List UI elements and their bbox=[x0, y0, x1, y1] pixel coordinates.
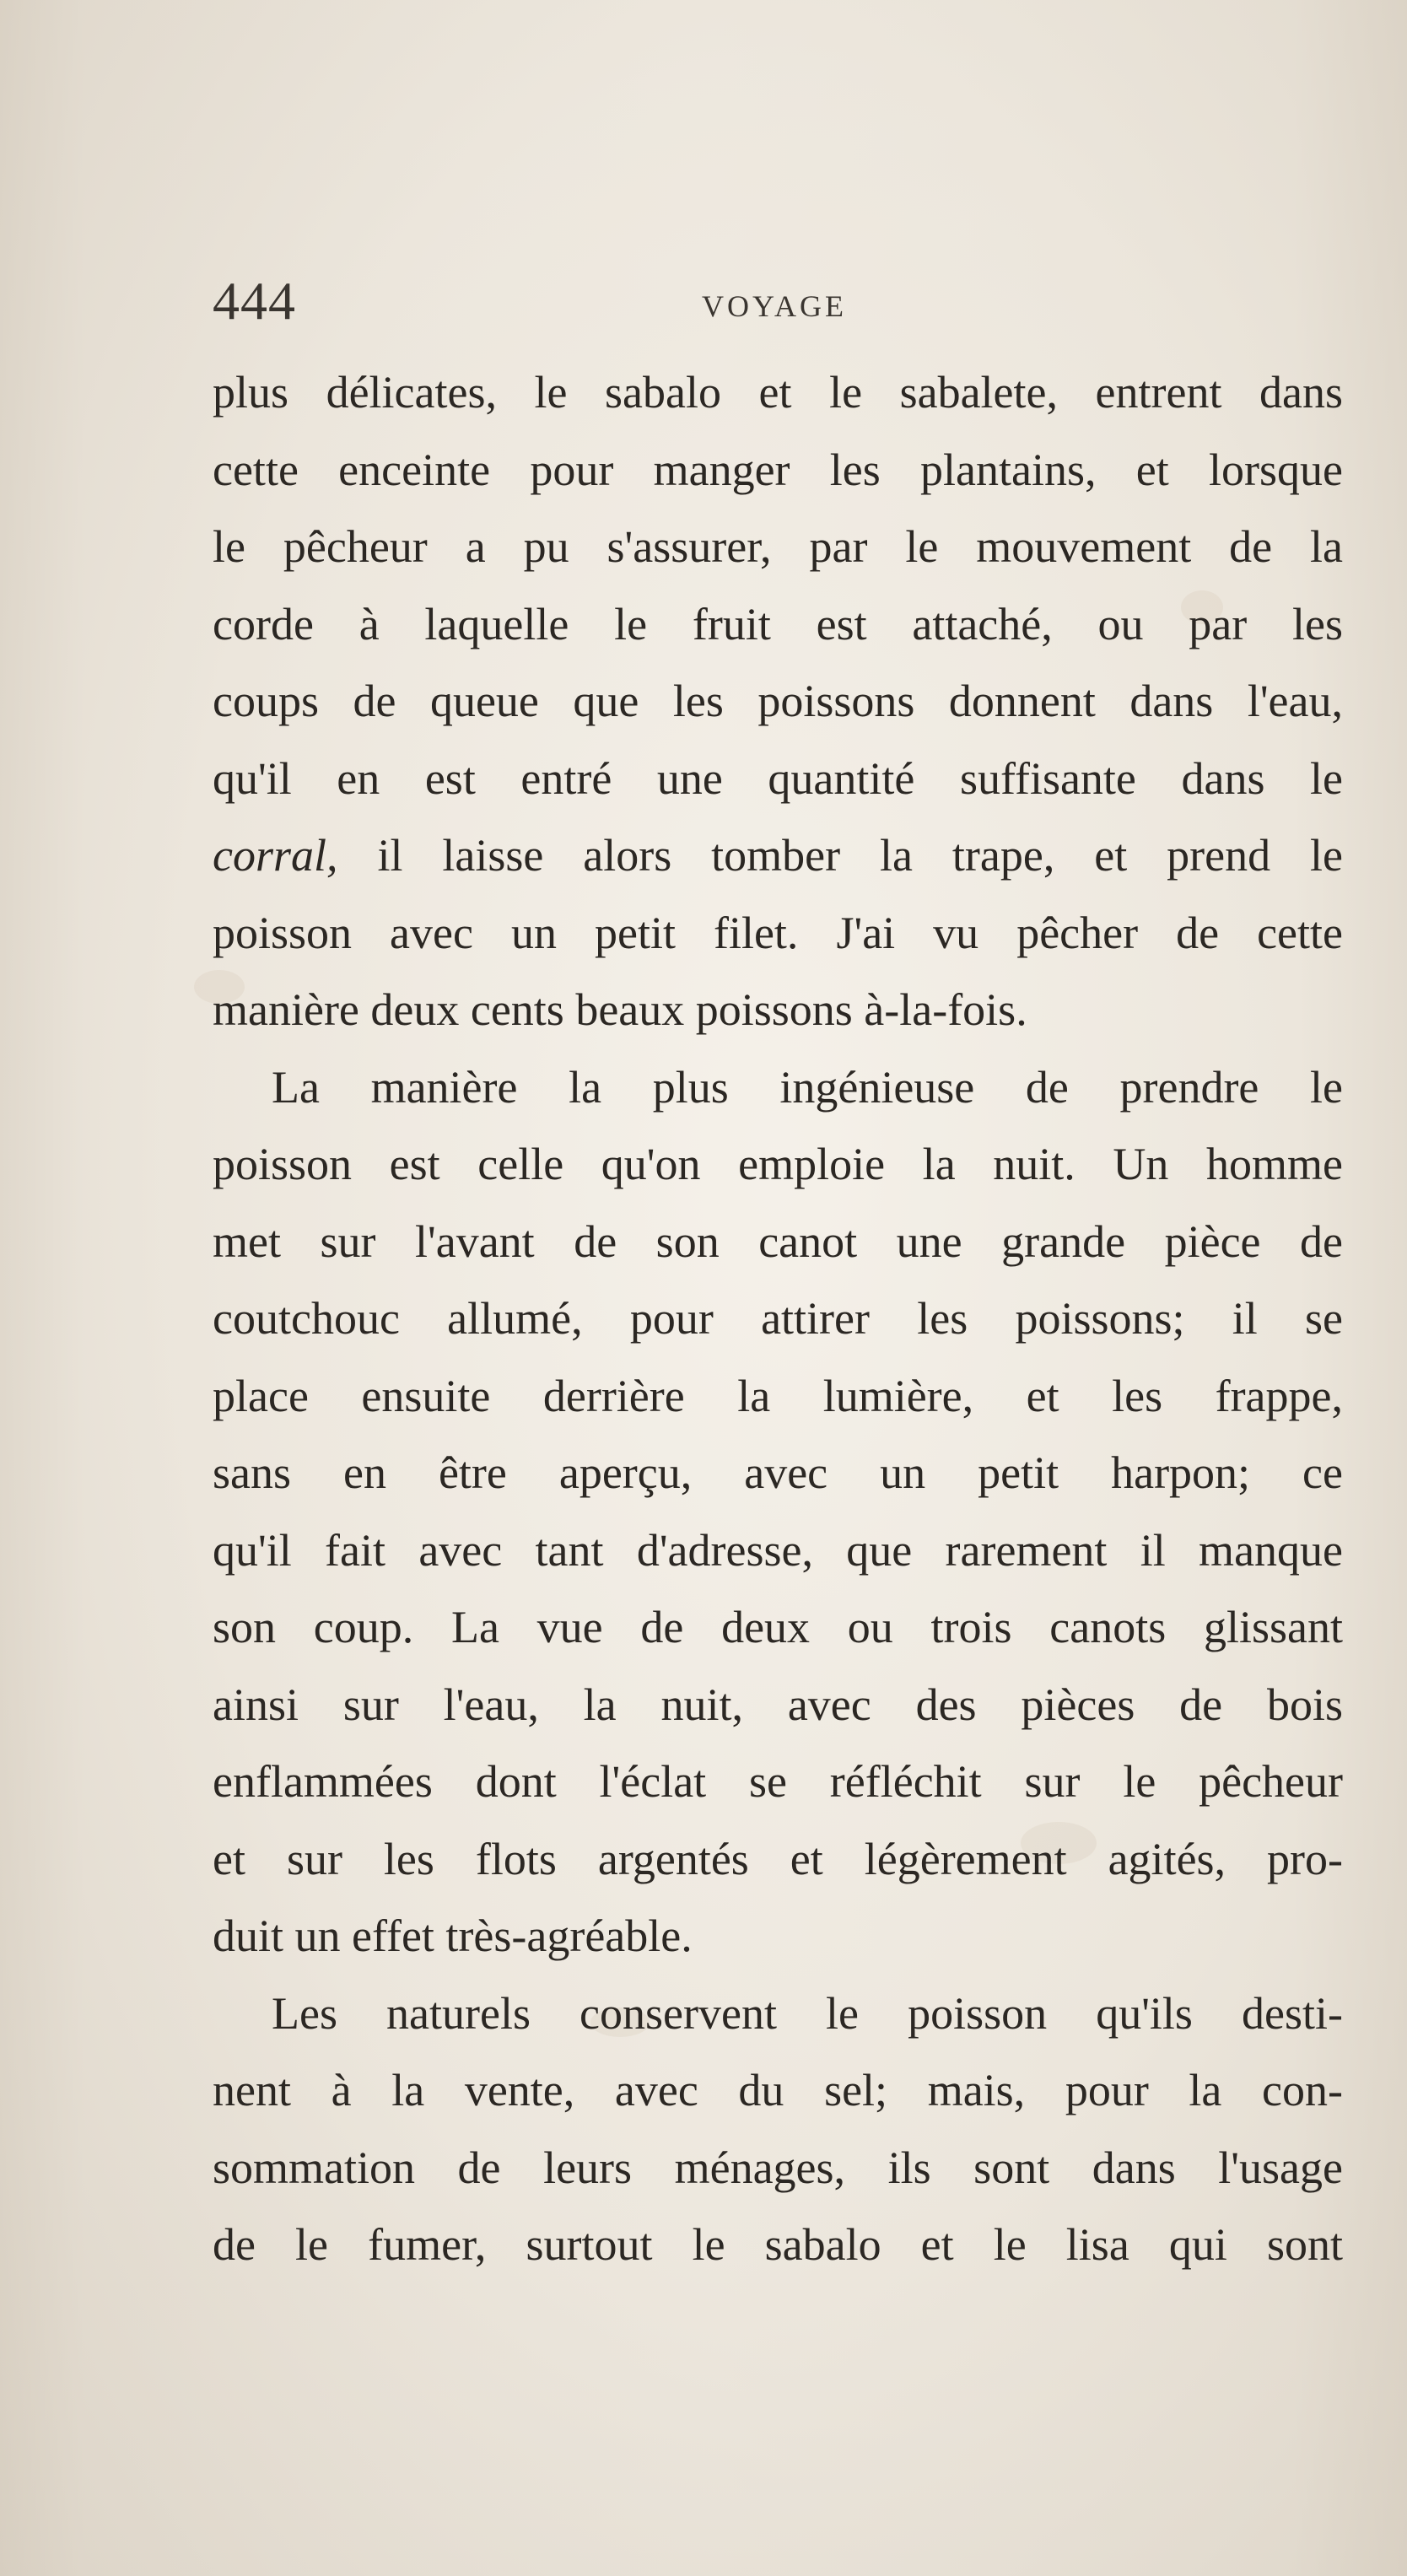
text-line: qu'il fait avec tant d'adresse, que rarement il manque bbox=[213, 1524, 1343, 1576]
text-line: nent à la vente, avec du sel; mais, pour la con- bbox=[213, 2065, 1343, 2115]
text-line-rest: il laisse alors tomber la trape, et prend le bbox=[377, 830, 1343, 881]
text-line: qu'il en est entré une quantité suffisante dans le bbox=[213, 752, 1343, 804]
text-line: poisson avec un petit filet. J'ai vu pêcher de cette bbox=[213, 907, 1343, 958]
text-line: corde à laquelle le fruit est attaché, ou par les bbox=[213, 598, 1343, 649]
italic-word: corral, bbox=[213, 830, 338, 881]
text-line: sommation de leurs ménages, ils sont dans l'usage bbox=[213, 2142, 1343, 2193]
text-line bbox=[213, 817, 1343, 895]
text-line: plus délicates, le sabalo et le sabalete, entrent dans bbox=[213, 367, 1343, 418]
text-line: La manière la plus ingénieuse de prendre le bbox=[272, 1061, 1343, 1113]
text-line: place ensuite derrière la lumière, et les frappe, bbox=[213, 1370, 1343, 1421]
page-body bbox=[213, 354, 1343, 2284]
text-line: le pêcheur a pu s'assurer, par le mouvement de la bbox=[213, 521, 1343, 572]
text-line: Les naturels conservent le poisson qu'ils desti- bbox=[272, 1987, 1343, 2039]
text-line: manière deux cents beaux poissons à-la-fois. bbox=[213, 984, 1027, 1035]
text-line: son coup. La vue de deux ou trois canots glissant bbox=[213, 1602, 1343, 1652]
page-header bbox=[213, 270, 1343, 337]
text-line: et sur les flots argentés et légèrement agités, pro- bbox=[213, 1833, 1343, 1884]
text-line: poisson est celle qu'on emploie la nuit. Un homme bbox=[213, 1139, 1343, 1189]
text-line: ainsi sur l'eau, la nuit, avec des pièces de bois bbox=[213, 1679, 1343, 1730]
text-line: de le fumer, surtout le sabalo et le lisa qui sont bbox=[213, 2219, 1343, 2270]
text-line: sans en être aperçu, avec un petit harpon; ce bbox=[213, 1447, 1343, 1498]
text-line: met sur l'avant de son canot une grande pièce de bbox=[213, 1215, 1343, 1267]
text-line: coups de queue que les poissons donnent dans l'eau, bbox=[213, 676, 1343, 726]
text-line: enflammées dont l'éclat se réfléchit sur le pêcheur bbox=[213, 1756, 1343, 1807]
text-line: coutchouc allumé, pour attirer les poissons; il se bbox=[213, 1293, 1343, 1344]
text-line: cette enceinte pour manger les plantains, et lorsque bbox=[213, 444, 1343, 495]
running-head: VOYAGE bbox=[702, 289, 847, 323]
text-line: duit un effet très-agréable. bbox=[213, 1910, 693, 1961]
page-number: 444 bbox=[213, 271, 296, 331]
